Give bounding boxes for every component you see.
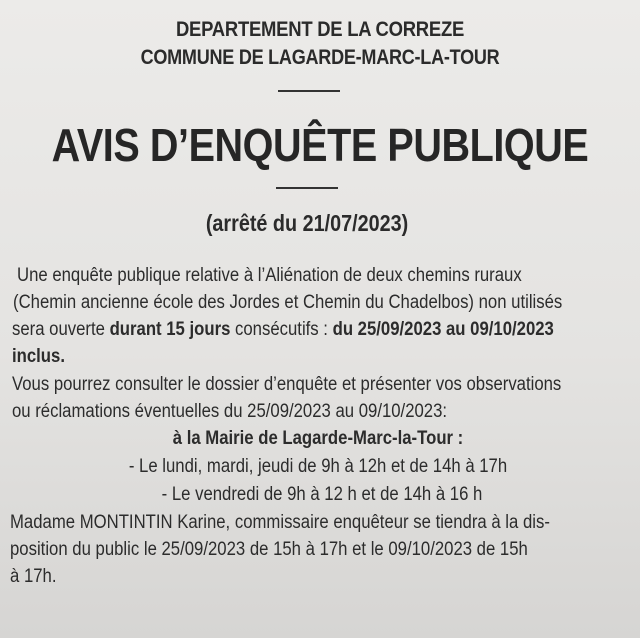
intro-line-2: (Chemin ancienne école des Jordes et Chemin du Chadelbos) non utilisés xyxy=(13,292,563,313)
intro-line-1: Une enquête publique relative à l’Aliénation de deux chemins ruraux xyxy=(17,265,522,286)
intro-line-3 xyxy=(12,319,554,341)
commissioner-line-1: Madame MONTINTIN Karine, commissaire enquêteur se tiendra à la dis- xyxy=(10,512,550,533)
notice-title: AVIS D’ENQUÊTE PUBLIQUE xyxy=(51,119,589,171)
divider-bottom xyxy=(276,187,338,189)
intro-line-3-text-a: sera ouverte xyxy=(12,319,110,340)
divider-top xyxy=(278,90,340,92)
intro-line-3-text-c: consécutifs : xyxy=(230,319,333,340)
commissioner-line-3: à 17h. xyxy=(10,566,57,587)
location-line: à la Mairie de Lagarde-Marc-la-Tour : xyxy=(172,428,464,449)
decree-date: (arrêté du 21/07/2023) xyxy=(205,210,409,236)
commissioner-line-2: position du public le 25/09/2023 de 15h à 17h et le 09/10/2023 de 15h xyxy=(10,539,528,560)
intro-line-4: inclus. xyxy=(12,346,65,367)
hours-line-1: - Le lundi, mardi, jeudi de 9h à 12h et de 14h à 17h xyxy=(128,456,508,477)
commune-heading: COMMUNE DE LAGARDE-MARC-LA-TOUR xyxy=(140,46,500,69)
duration-emphasis: durant 15 jours xyxy=(109,319,231,340)
hours-line-2: - Le vendredi de 9h à 12 h et de 14h à 16 h xyxy=(161,484,483,505)
consult-line-1: Vous pourrez consulter le dossier d’enquête et présenter vos observations xyxy=(12,374,562,395)
department-heading: DEPARTEMENT DE LA CORREZE xyxy=(175,18,465,41)
consult-line-2: ou réclamations éventuelles du 25/09/2023 au 09/10/2023: xyxy=(12,401,448,422)
date-range-emphasis: du 25/09/2023 au 09/10/2023 xyxy=(332,319,554,340)
